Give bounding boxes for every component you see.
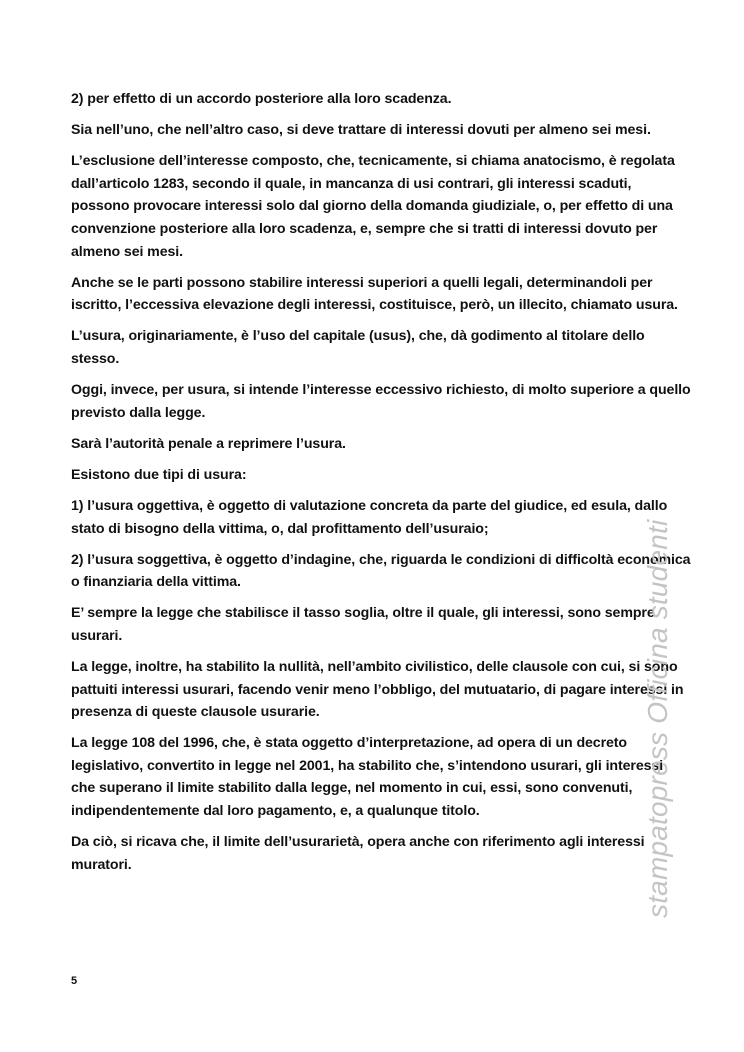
- paragraph-1: 2) per effetto di un accordo posteriore alla loro scadenza.: [71, 91, 452, 107]
- paragraph-14: Da ciò, si ricava che, il limite dell’usurarietà, opera anche con riferimento agli interessi muratori.: [71, 834, 645, 873]
- paragraph-11: E’ sempre la legge che stabilisce il tasso soglia, oltre il quale, gli interessi, sono sempre usurari.: [71, 605, 655, 644]
- paragraph-9: 1) l’usura oggettiva, è oggetto di valutazione concreta da parte del giudice, ed esula, dallo stato di bisogno della vittima, o, dal profittamento dell’usuraio;: [71, 497, 668, 537]
- paragraph-12: La legge, inoltre, ha stabilito la nullità, nell’ambito civilistico, delle clausole con cui, si sono pattuiti interessi usurari, facendo venir meno l’obbligo, del mutuatario, di pagare interessi in presenza di queste clausole usurarie.: [71, 658, 684, 721]
- paragraph-7: Sarà l’autorità penale a reprimere l’usura.: [71, 435, 346, 452]
- paragraph-8: Esistono due tipi di usura:: [71, 466, 247, 483]
- page-number: 5: [71, 975, 78, 987]
- paragraph-6: Oggi, invece, per usura, si intende l’interesse eccessivo richiesto, di molto superiore a quello previsto dalla legge.: [71, 382, 691, 421]
- paragraph-5: L’usura, originariamente, è l’uso del capitale (usus), che, dà godimento al titolare dello stesso.: [71, 328, 645, 367]
- document-body: [71, 88, 691, 885]
- paragraph-2: Sia nell’uno, che nell’altro caso, si deve trattare di interessi dovuti per almeno sei mesi.: [71, 122, 651, 139]
- paragraph-10: 2) l’usura soggettiva, è oggetto d’indagine, che, riguarda le condizioni di difficoltà economica o finanziaria della vittima.: [71, 551, 691, 591]
- watermark: stampatopress Officina studenti: [642, 519, 673, 918]
- paragraph-3: L’esclusione dell’interesse composto, che, tecnicamente, si chiama anatocismo, è regolata dall’articolo 1283, secondo il quale, in mancanza di usi contrari, gli interessi scaduti, possono provocare interessi solo dal giorno della domanda giudiziale, o, per effetto di una convenzione posteriore alla loro scadenza, e, sempre che si tratti di interessi dovuto per almeno sei mesi.: [71, 153, 675, 260]
- paragraph-4: Anche se le parti possono stabilire interessi superiori a quelli legali, determinandoli per iscritto, l’eccessiva elevazione degli interessi, costituisce, però, un illecito, chiamato usura.: [71, 274, 678, 314]
- paragraph-13: La legge 108 del 1996, che, è stata oggetto d’interpretazione, ad opera di un decreto legislativo, convertito in legge nel 2001, ha stabilito che, s’intendono usurari, gli interessi che superano il limite stabilito dalla legge, nel momento in cui, essi, sono convenuti, indipendentemente dal loro pagamento, e, a qualunque titolo.: [71, 735, 664, 820]
